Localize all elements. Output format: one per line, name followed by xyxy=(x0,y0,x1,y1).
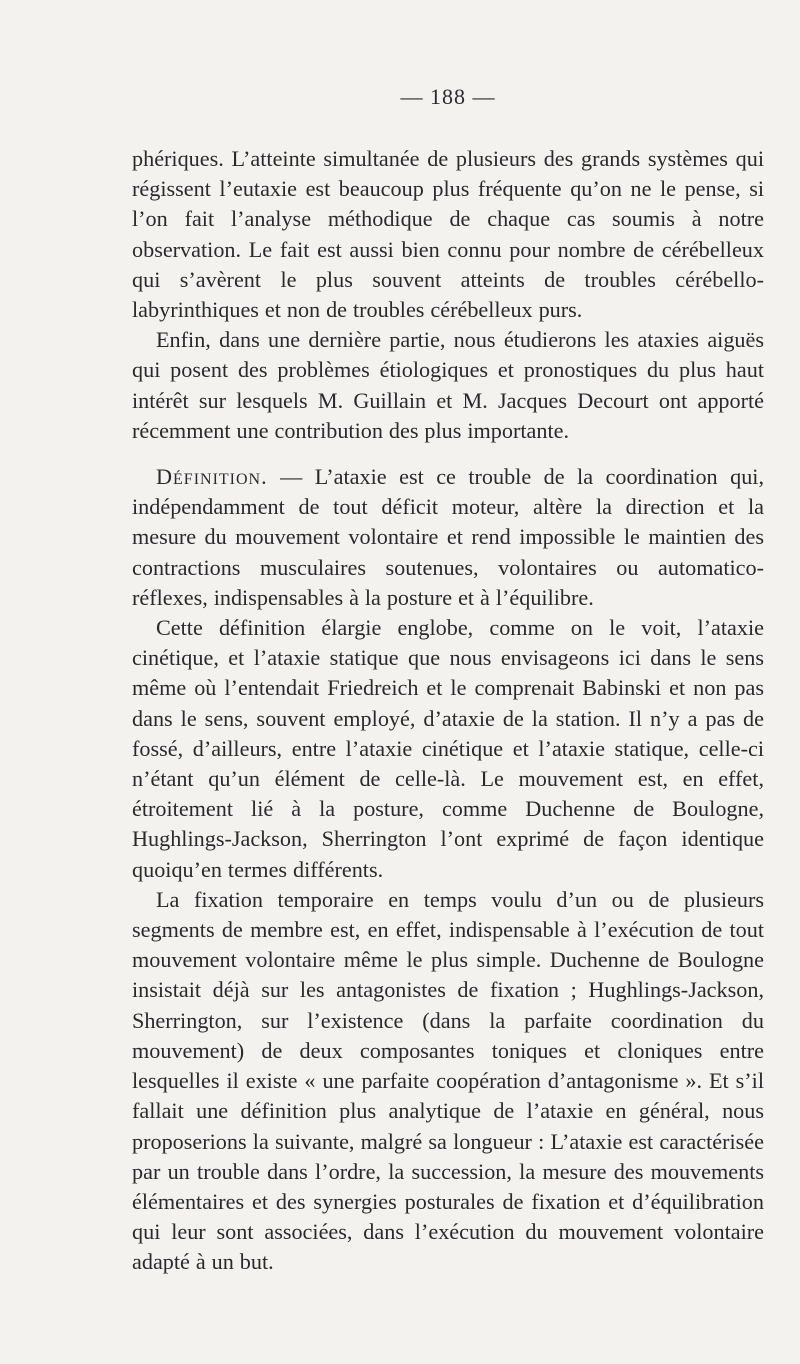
paragraph-text: phériques. L’atteinte simultanée de plusieurs des grands systèmes qui régissent l’eutaxie est beaucoup plus fréquente qu’on ne le pense, si l’on fait l’analyse méthodique de chaque cas soumis à notre observation. Le fait est aussi bien connu pour nombre de cérébelleux qui s’avèrent le plus souvent atteints de troubles cérébello-labyrinthiques et non de troubles cérébelleux purs. xyxy=(132,146,764,323)
paragraph-text: La fixation temporaire en temps voulu d’un ou de plusieurs segments de membre est, en effet, indispensable à l’exécution de tout mouvement volontaire même le plus simple. Duchenne de Boulogne insistait déjà sur les antagonistes de fixation ; Hughlings-Jackson, Sherrington, sur l’existence (dans la parfaite coordination du mouvement) de deux composantes toniques et cloniques entre lesquelles il existe « une parfaite coopération d’antagonisme ». Et s’il fallait une définition plus analytique de l’ataxie en général, nous proposerions la suivante, malgré sa longueur : L’ataxie est caractérisée par un trouble dans l’ordre, la succession, la mesure des mouvements élémentaires et des synergies posturales de fixation et d’équilibration qui leur sont associées, dans l’exécution du mouvement volontaire adapté à un but. xyxy=(132,886,764,1275)
paragraph-1 xyxy=(132,144,764,325)
paragraph-text: — L’ataxie est ce trouble de la coordination qui, indépendamment de tout déficit moteur, altère la direction et la mesure du mouvement volontaire et rend impossible le maintien des contractions musculaires soutenues, volontaires ou automatico-réflexes, indispensables à la posture et à l’équilibre. xyxy=(132,464,764,610)
paragraph-text: Cette définition élargie englobe, comme on le voit, l’ataxie cinétique, et l’ataxie statique que nous envisageons ici dans le sens même où l’entendait Friedreich et le comprenait Babinski et non pas dans le sens, souvent employé, d’ataxie de la station. Il n’y a pas de fossé, d’ailleurs, entre l’ataxie cinétique et l’ataxie statique, celle-ci n’étant qu’un élément de celle-là. Le mouvement est, en effet, étroitement lié à la posture, comme Duchenne de Boulogne, Hughlings-Jackson, Sherrington l’ont exprimé de façon identique quoiqu’en termes différents. xyxy=(132,615,764,882)
paragraph-5 xyxy=(132,885,764,1278)
paragraph-2 xyxy=(132,325,764,446)
paragraph-definition xyxy=(132,462,764,613)
paragraph-text: Enfin, dans une dernière partie, nous étudierons les ataxies aiguës qui posent des problèmes étiologiques et pronostiques du plus haut intérêt sur lesquels M. Guillain et M. Jacques Decourt ont apporté récemment une contribution des plus importante. xyxy=(132,327,764,443)
paragraph-4 xyxy=(132,613,764,885)
definition-heading: Définition. xyxy=(156,464,268,490)
page-number: — 188 — xyxy=(400,84,496,109)
